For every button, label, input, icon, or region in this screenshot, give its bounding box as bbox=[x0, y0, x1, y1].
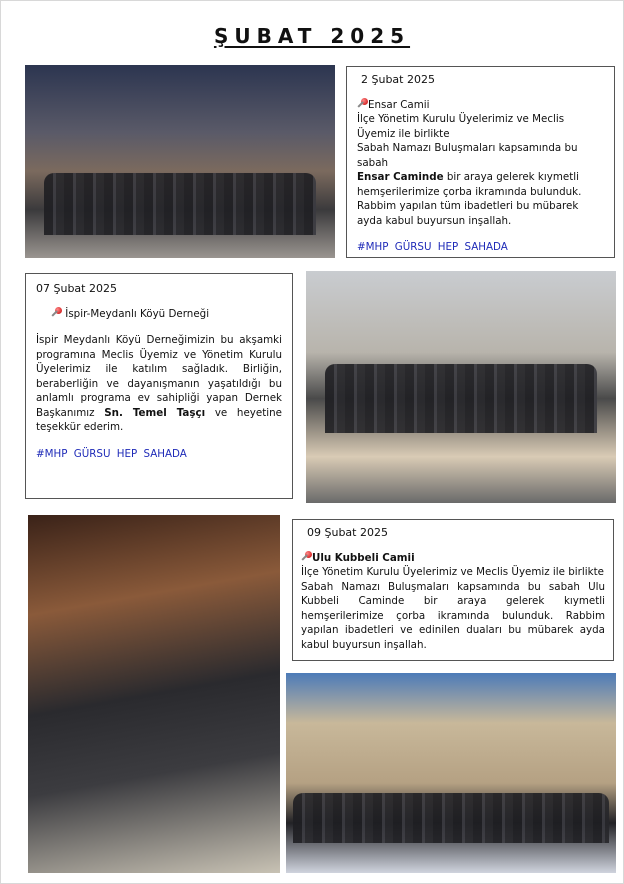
photo-ensar-camii-group bbox=[25, 65, 335, 258]
pushpin-icon bbox=[51, 307, 62, 318]
hashtag-link[interactable]: #MHP GÜRSU HEP SAHADA bbox=[36, 447, 187, 460]
post-location: İspir-Meydanlı Köyü Derneği bbox=[65, 307, 210, 320]
post-location: Ulu Kubbeli Camii bbox=[312, 551, 415, 564]
page-title: ŞUBAT 2025 bbox=[213, 24, 411, 48]
post-07-subat bbox=[25, 273, 293, 499]
post-2-subat bbox=[346, 66, 615, 258]
post-body: Sabah Namazı Buluşmaları kapsamında bu sabah Ulu Kubbeli Caminde bir araya gelerek kıymetli hemşerilerimize çorba ikramında bulunduk. Rabbim yapılan ibadetleri ve edinilen duaları bu mübarek ayda kabul buyursun inşallah. bbox=[301, 580, 605, 651]
photo-ulu-kubbeli-corba-ikrami bbox=[28, 515, 280, 873]
post-body-line: İlçe Yönetim Kurulu Üyelerimiz ve Meclis Üyemiz ile birlikte bbox=[301, 566, 604, 578]
hashtag-link[interactable]: #MHP GÜRSU HEP SAHADA bbox=[357, 241, 508, 253]
post-body: bir araya gelerek kıymetli hemşerilerimize çorba ikramında bulunduk. Rabbim yapılan tüm ibadetleri bu mübarek ayda kabul buyursun inşallah. bbox=[357, 171, 582, 227]
post-date: 2 Şubat 2025 bbox=[361, 73, 435, 86]
pushpin-icon bbox=[301, 551, 312, 562]
post-body: ve heyetine teşekkür ederim. bbox=[36, 406, 282, 433]
post-body-line: İlçe Yönetim Kurulu Üyelerimiz ve Meclis Üyemiz ile birlikte bbox=[357, 113, 565, 140]
pushpin-icon bbox=[357, 98, 368, 109]
post-09-subat bbox=[292, 519, 614, 661]
post-body-line: Sabah Namazı Buluşmaları kapsamında bu sabah bbox=[357, 142, 578, 169]
post-bold-text: Ensar Caminde bbox=[357, 171, 444, 183]
post-location: Ensar Camii bbox=[368, 98, 430, 111]
post-date: 09 Şubat 2025 bbox=[307, 526, 388, 539]
photo-ispir-meydanli-dernegi bbox=[306, 271, 616, 503]
post-body: İspir Meydanlı Köyü Derneğimizin bu akşamki programına Meclis Üyemiz ve Yönetim Kurulu Üyelerimiz ile katılım sağladık. Birliğin, beraberliğin ve dayanışmanın yaşatıldığı bu anlamlı programa ev sahipliği yapan Dernek Başkanımız bbox=[36, 334, 282, 419]
post-bold-text: Sn. Temel Taşçı bbox=[104, 406, 206, 419]
post-date: 07 Şubat 2025 bbox=[36, 282, 117, 295]
photo-ulu-kubbeli-camii-group bbox=[286, 673, 616, 873]
